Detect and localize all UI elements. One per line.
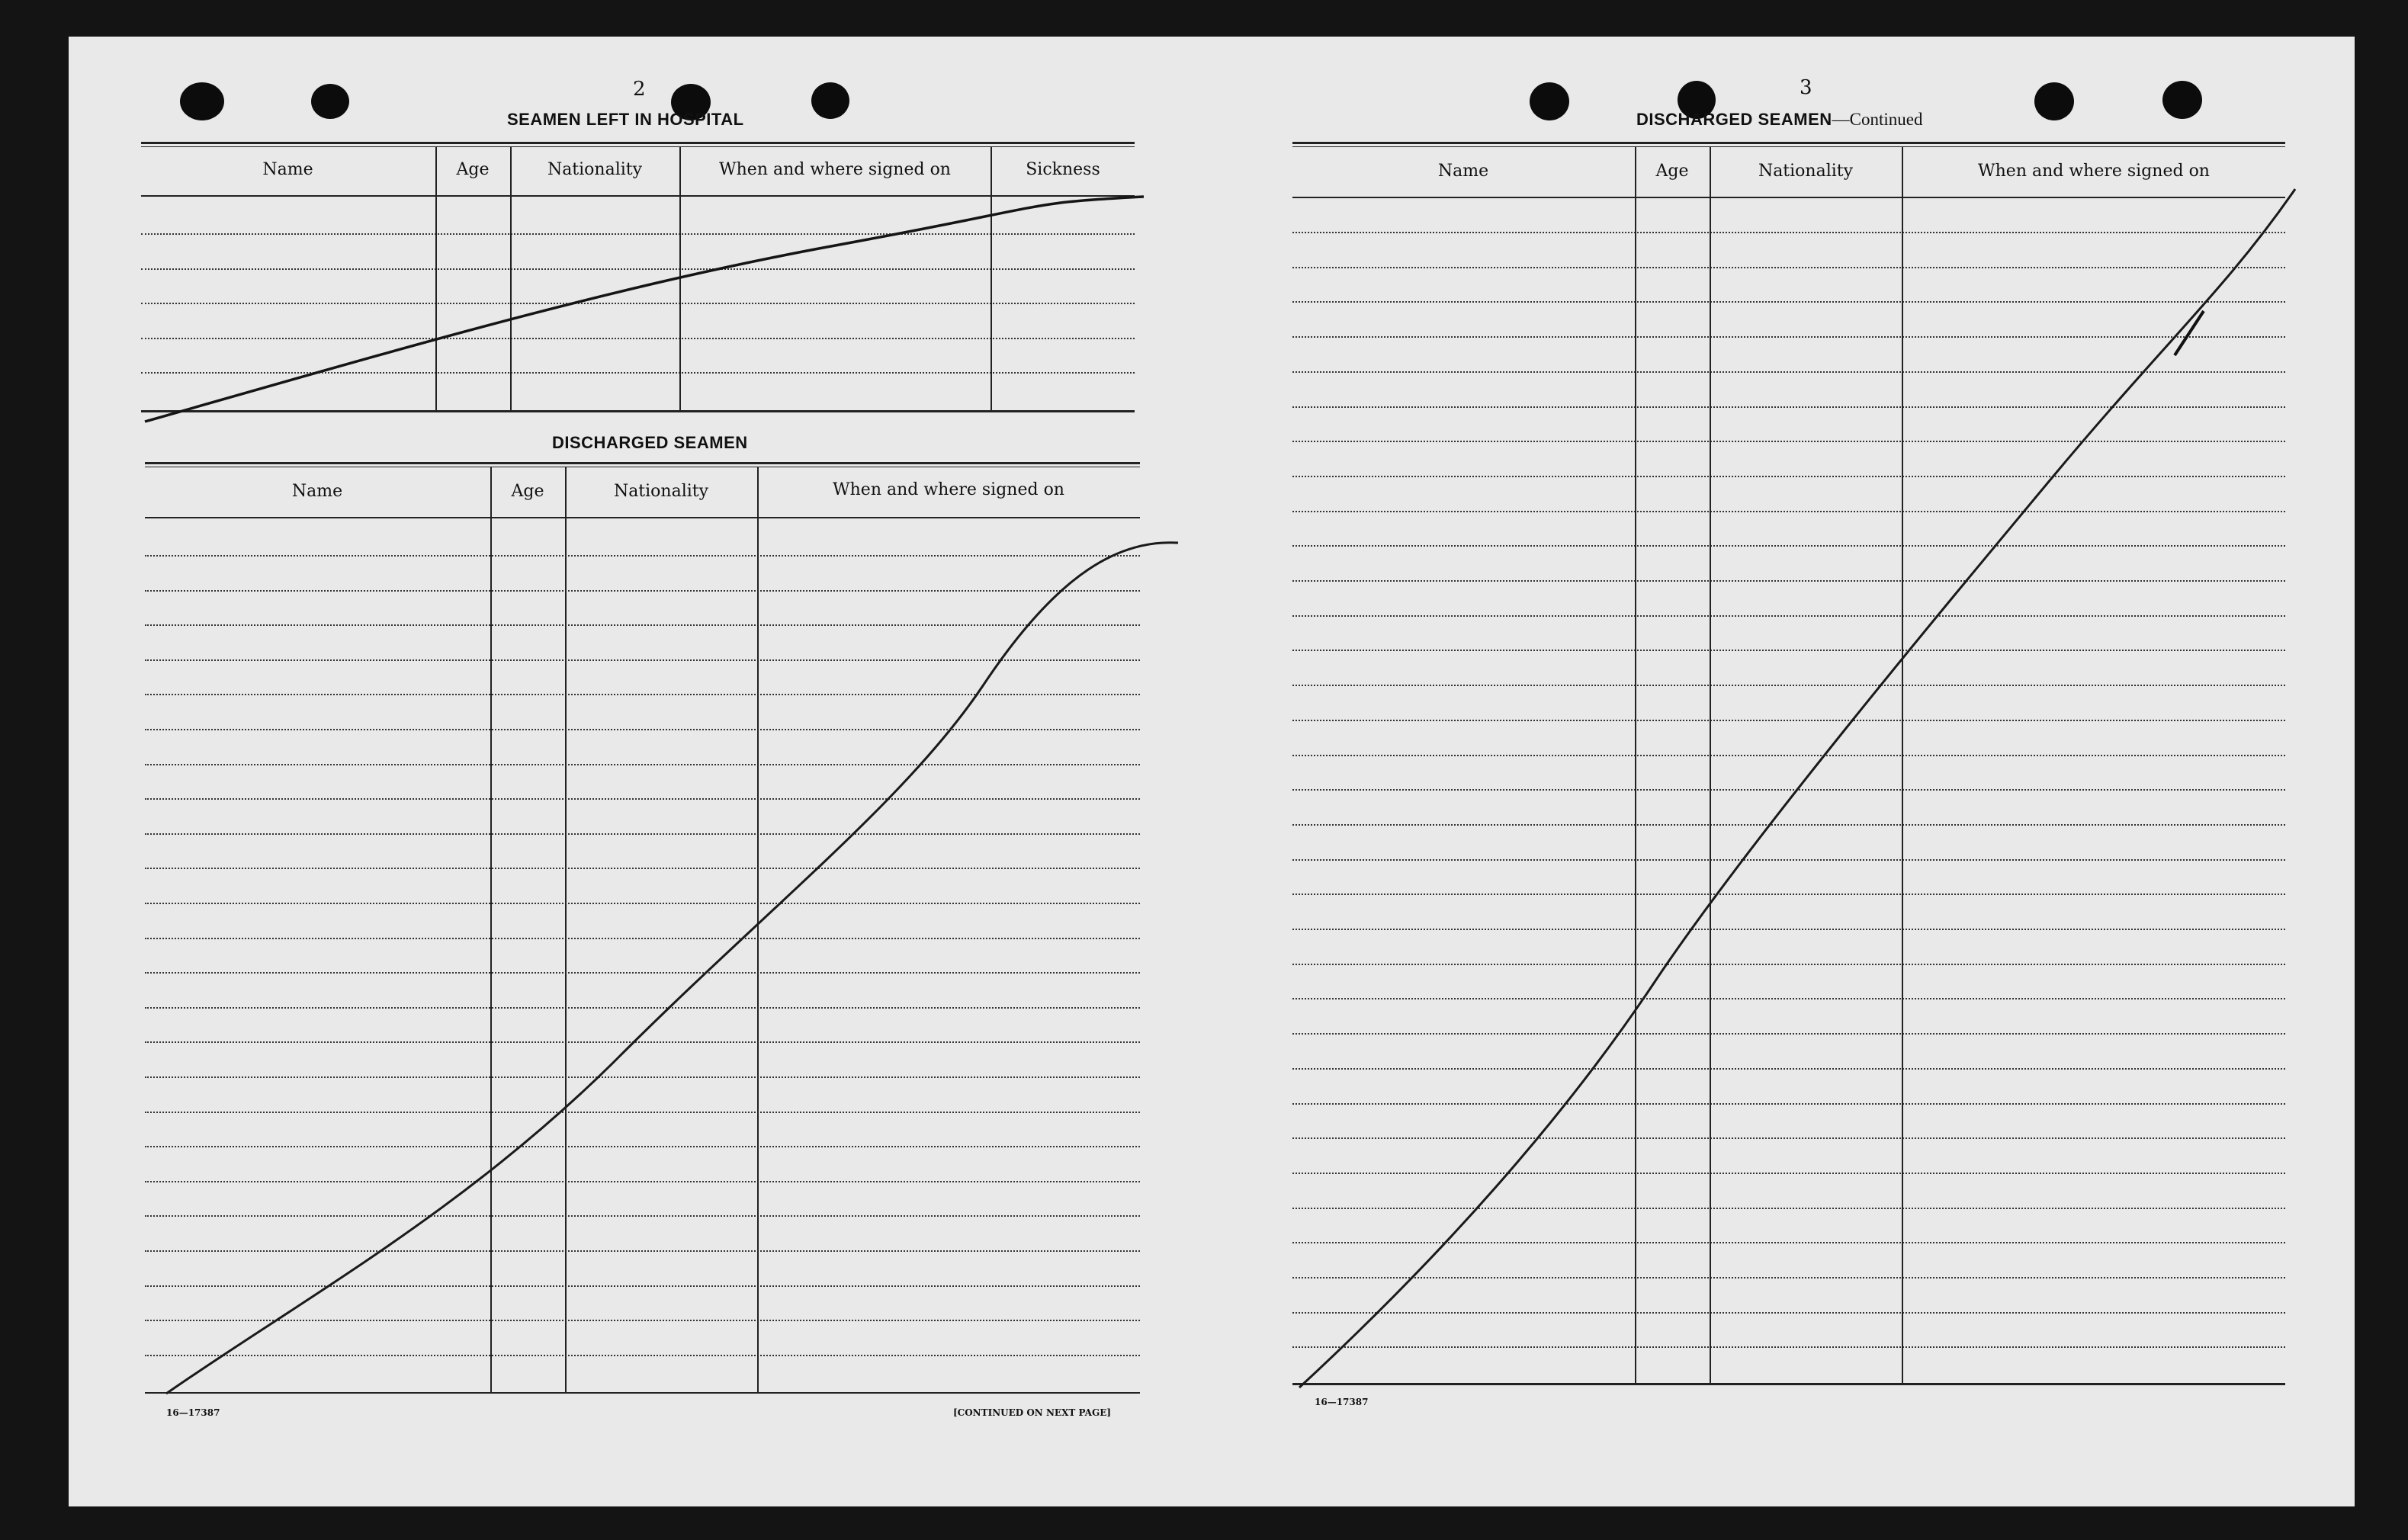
ruled-row-line bbox=[1292, 1242, 2285, 1243]
ruled-row-line bbox=[1292, 929, 2285, 930]
hospital-section-title: SEAMEN LEFT IN HOSPITAL bbox=[507, 110, 744, 129]
ruled-row-line bbox=[1292, 476, 2285, 477]
ruled-row-line bbox=[1292, 650, 2285, 651]
right-header-rule bbox=[1292, 197, 2285, 198]
punch-hole bbox=[2034, 82, 2074, 120]
discharged-col-nationality: Nationality bbox=[613, 482, 709, 501]
right-section-title-suffix: —Continued bbox=[1832, 110, 1923, 129]
ruled-row-line bbox=[1292, 267, 2285, 268]
ruled-row-line bbox=[145, 1041, 1140, 1043]
ruled-row-line bbox=[145, 903, 1140, 904]
right-bottom-rule bbox=[1292, 1383, 2285, 1385]
ruled-row-line bbox=[145, 694, 1140, 695]
ruled-row-line bbox=[1292, 1068, 2285, 1070]
right-col-divider bbox=[1635, 147, 1636, 1384]
ruled-row-line bbox=[145, 798, 1140, 800]
hospital-col-nationality: Nationality bbox=[547, 160, 643, 179]
ruled-row-line bbox=[1292, 894, 2285, 895]
discharged-col-divider bbox=[757, 467, 759, 1393]
ruled-row-line bbox=[145, 868, 1140, 869]
hospital-col-name: Name bbox=[262, 160, 313, 179]
hospital-col-divider bbox=[435, 147, 437, 411]
ruled-row-line bbox=[145, 764, 1140, 765]
punch-hole bbox=[1530, 82, 1569, 120]
ruled-row-line bbox=[1292, 789, 2285, 791]
discharged-col-divider bbox=[490, 467, 492, 1393]
left-page-number: 2 bbox=[633, 78, 646, 101]
discharged-cancel-stroke bbox=[166, 543, 1178, 1394]
ruled-row-line bbox=[145, 624, 1140, 626]
punch-hole bbox=[311, 84, 349, 119]
ruled-row-line bbox=[1292, 441, 2285, 442]
ruled-row-line bbox=[145, 659, 1140, 661]
right-form-number: 16—17387 bbox=[1315, 1397, 1369, 1407]
ruled-row-line bbox=[1292, 1277, 2285, 1279]
ruled-row-line bbox=[1292, 1208, 2285, 1209]
ruled-row-line bbox=[145, 938, 1140, 939]
ruled-row-line bbox=[1292, 545, 2285, 547]
left-form-number: 16—17387 bbox=[166, 1407, 220, 1418]
discharged-col-divider bbox=[565, 467, 567, 1393]
hospital-header-rule bbox=[141, 195, 1135, 197]
right-page-number: 3 bbox=[1800, 76, 1812, 99]
ruled-row-line bbox=[141, 372, 1135, 374]
punch-hole bbox=[2162, 81, 2202, 119]
discharged-bottom-rule bbox=[145, 1392, 1140, 1394]
ruled-row-line bbox=[145, 1112, 1140, 1113]
ruled-row-line bbox=[145, 1007, 1140, 1009]
ruled-row-line bbox=[145, 1285, 1140, 1287]
ruled-row-line bbox=[1292, 615, 2285, 617]
ruled-row-line bbox=[1292, 964, 2285, 965]
right-section-title-main: DISCHARGED SEAMEN bbox=[1636, 110, 1832, 129]
ruled-row-line bbox=[145, 833, 1140, 835]
right-col-divider bbox=[1902, 147, 1903, 1384]
right-top-rule bbox=[1292, 142, 2285, 144]
ruled-row-line bbox=[1292, 1312, 2285, 1314]
ruled-row-line bbox=[1292, 685, 2285, 686]
right-top-rule-thin bbox=[1292, 146, 2285, 147]
hospital-col-age: Age bbox=[456, 160, 490, 179]
ruled-row-line bbox=[1292, 1033, 2285, 1035]
ruled-row-line bbox=[1292, 859, 2285, 861]
ruled-row-line bbox=[145, 1320, 1140, 1321]
right-col-age: Age bbox=[1655, 162, 1689, 181]
ruled-row-line bbox=[145, 1076, 1140, 1078]
ruled-row-line bbox=[1292, 755, 2285, 756]
ruled-row-line bbox=[1292, 824, 2285, 826]
ruled-row-line bbox=[145, 1355, 1140, 1356]
discharged-col-signed-on: When and where signed on bbox=[833, 480, 1064, 499]
hospital-top-rule-thin bbox=[141, 146, 1135, 147]
discharged-col-name: Name bbox=[291, 482, 343, 501]
ruled-row-line bbox=[1292, 580, 2285, 582]
document-sheet bbox=[69, 37, 2355, 1506]
ruled-row-line bbox=[145, 555, 1140, 557]
ruled-row-line bbox=[1292, 720, 2285, 721]
right-col-nationality: Nationality bbox=[1758, 162, 1854, 181]
hospital-col-divider bbox=[510, 147, 512, 411]
ruled-row-line bbox=[141, 303, 1135, 304]
discharged-col-age: Age bbox=[511, 482, 544, 501]
ruled-row-line bbox=[1292, 1173, 2285, 1174]
ruled-row-line bbox=[145, 1215, 1140, 1217]
ruled-row-line bbox=[141, 338, 1135, 339]
ruled-row-line bbox=[145, 1181, 1140, 1182]
ruled-row-line bbox=[1292, 998, 2285, 999]
right-section-title bbox=[1636, 110, 1922, 130]
ruled-row-line bbox=[1292, 301, 2285, 303]
ruled-row-line bbox=[145, 972, 1140, 974]
ruled-row-line bbox=[1292, 336, 2285, 338]
hospital-col-signed-on: When and where signed on bbox=[719, 160, 951, 179]
hospital-col-divider bbox=[679, 147, 681, 411]
continued-note: [CONTINUED ON NEXT PAGE] bbox=[953, 1407, 1112, 1418]
hospital-col-divider bbox=[990, 147, 992, 411]
right-cancel-stroke-tick bbox=[2175, 311, 2204, 355]
ruled-row-line bbox=[145, 1250, 1140, 1252]
ruled-row-line bbox=[1292, 371, 2285, 373]
ruled-row-line bbox=[141, 233, 1135, 235]
ruled-row-line bbox=[1292, 1137, 2285, 1139]
hospital-cancel-stroke bbox=[145, 197, 1144, 422]
ruled-row-line bbox=[145, 1146, 1140, 1147]
ruled-row-line bbox=[145, 729, 1140, 730]
hospital-col-sickness: Sickness bbox=[1026, 160, 1100, 179]
right-col-name: Name bbox=[1437, 162, 1489, 181]
discharged-top-rule bbox=[145, 462, 1140, 464]
ruled-row-line bbox=[141, 268, 1135, 270]
punch-hole bbox=[811, 82, 849, 119]
hospital-top-rule bbox=[141, 142, 1135, 144]
discharged-header-rule bbox=[145, 517, 1140, 518]
ruled-row-line bbox=[1292, 232, 2285, 233]
ruled-row-line bbox=[1292, 1103, 2285, 1105]
punch-hole bbox=[180, 82, 224, 120]
ruled-row-line bbox=[1292, 406, 2285, 408]
ruled-row-line bbox=[1292, 1346, 2285, 1348]
discharged-section-title: DISCHARGED SEAMEN bbox=[552, 433, 748, 452]
right-col-divider bbox=[1710, 147, 1711, 1384]
ruled-row-line bbox=[145, 590, 1140, 592]
right-col-signed-on: When and where signed on bbox=[1978, 162, 2210, 181]
ruled-row-line bbox=[1292, 511, 2285, 512]
hospital-bottom-rule bbox=[141, 410, 1135, 412]
